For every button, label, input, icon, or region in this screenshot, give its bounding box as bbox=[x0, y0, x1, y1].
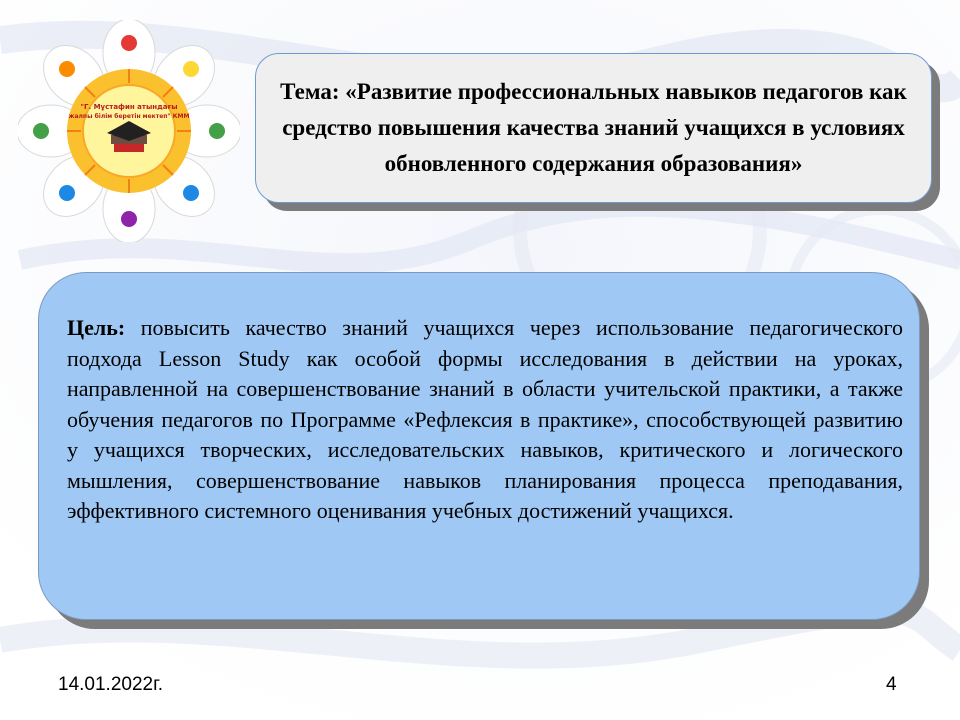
topic-title: Тема: «Развитие профессиональных навыков педагогов как средство повышения качества знаний учащихся в условиях обновленного содержания образования» bbox=[280, 79, 907, 176]
svg-text:жалпы білім беретін мектеп" КМ: жалпы білім беретін мектеп" КММ bbox=[68, 113, 190, 120]
school-emblem-icon bbox=[18, 20, 240, 242]
slide-date: 14.01.2022г. bbox=[58, 674, 163, 695]
topic-box bbox=[255, 53, 932, 203]
goal-label: Цель: bbox=[67, 315, 126, 340]
goal-text: повысить качество знаний учащихся через использование педагогического подхода Lesson Study как особой формы исследования в действии на уроках, направленной на совершенствование знаний в области учительской практики, а также обучения педагогов по Программе «Рефлексия в практике», способствующей развитию у учащихся творческих, исследовательских навыков, критического и логического мышления, совершенствование навыков планирования процесса преподавания, эффективного системного оценивания учебных достижений учащихся. bbox=[67, 315, 903, 523]
slide-number: 4 bbox=[886, 674, 897, 695]
goal-paragraph bbox=[67, 313, 903, 527]
goal-box bbox=[38, 272, 920, 620]
svg-text:"Г. Мұстафин атындағы: "Г. Мұстафин атындағы bbox=[80, 103, 178, 111]
